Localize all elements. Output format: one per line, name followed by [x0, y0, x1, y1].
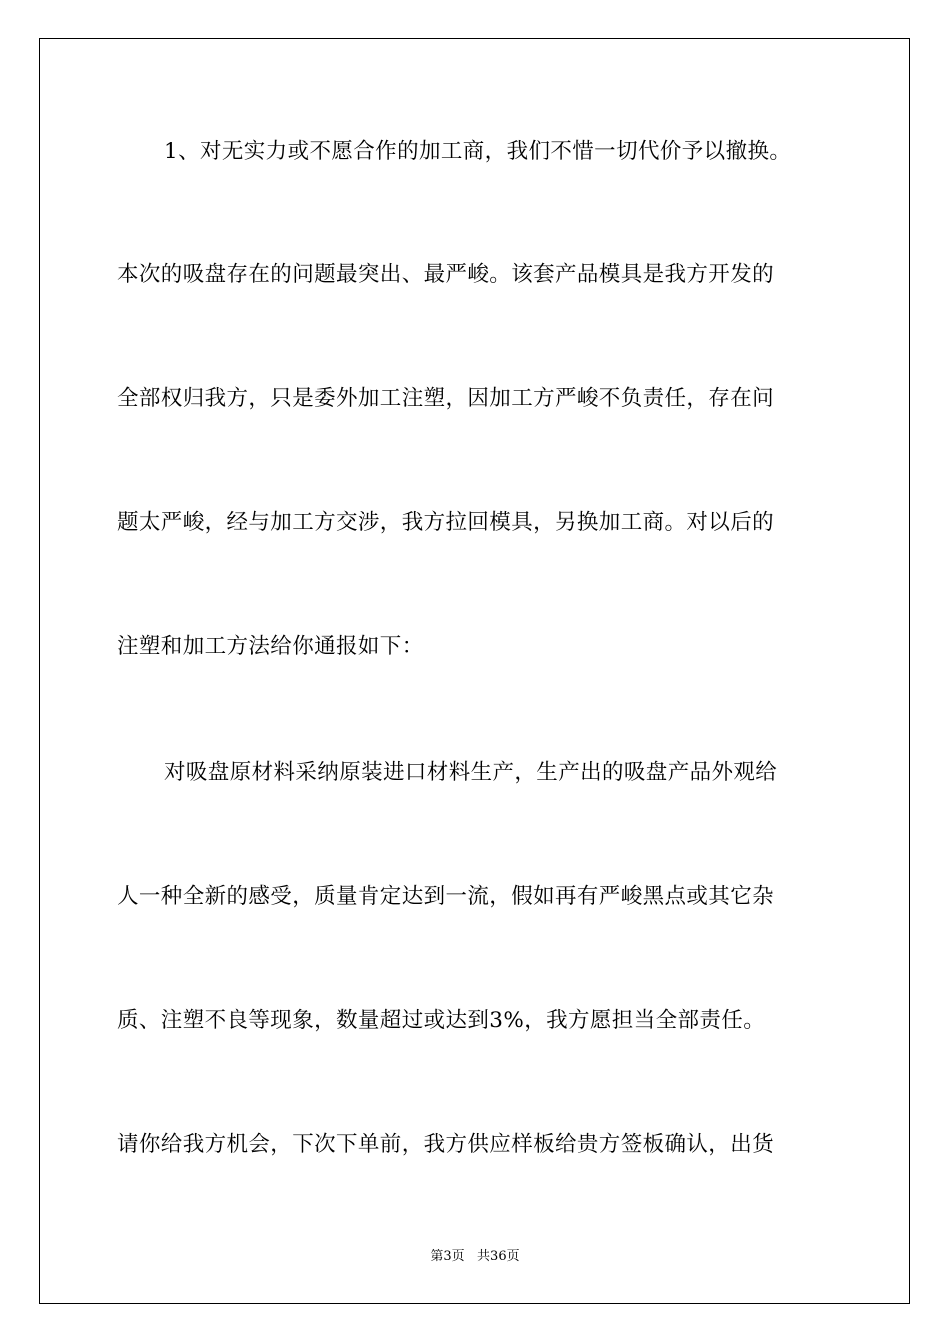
paragraph-line-8: 质、注塑不良等现象，数量超过或达到3%，我方愿担当全部责任。 [117, 1008, 766, 1033]
paragraph-line-3: 全部权归我方，只是委外加工注塑，因加工方严峻不负责任，存在问 [117, 386, 775, 411]
paragraph-line-5: 注塑和加工方法给你通报如下： [117, 634, 424, 659]
page-number-footer: 第3页 共36页 [430, 1249, 520, 1264]
paragraph-line-2: 本次的吸盘存在的问题最突出、最严峻。该套产品模具是我方开发的 [117, 262, 775, 287]
paragraph-line-1: 1、对无实力或不愿合作的加工商，我们不惜一切代价予以撤换。 [164, 139, 792, 164]
page-border [39, 38, 910, 1304]
paragraph-line-6: 对吸盘原材料采纳原装进口材料生产，生产出的吸盘产品外观给 [164, 760, 778, 785]
paragraph-line-9: 请你给我方机会，下次下单前，我方供应样板给贵方签板确认，出货 [117, 1132, 775, 1157]
paragraph-line-4: 题太严峻，经与加工方交涉，我方拉回模具，另换加工商。对以后的 [117, 510, 775, 535]
paragraph-line-7: 人一种全新的感受，质量肯定达到一流，假如再有严峻黑点或其它杂 [117, 884, 775, 909]
